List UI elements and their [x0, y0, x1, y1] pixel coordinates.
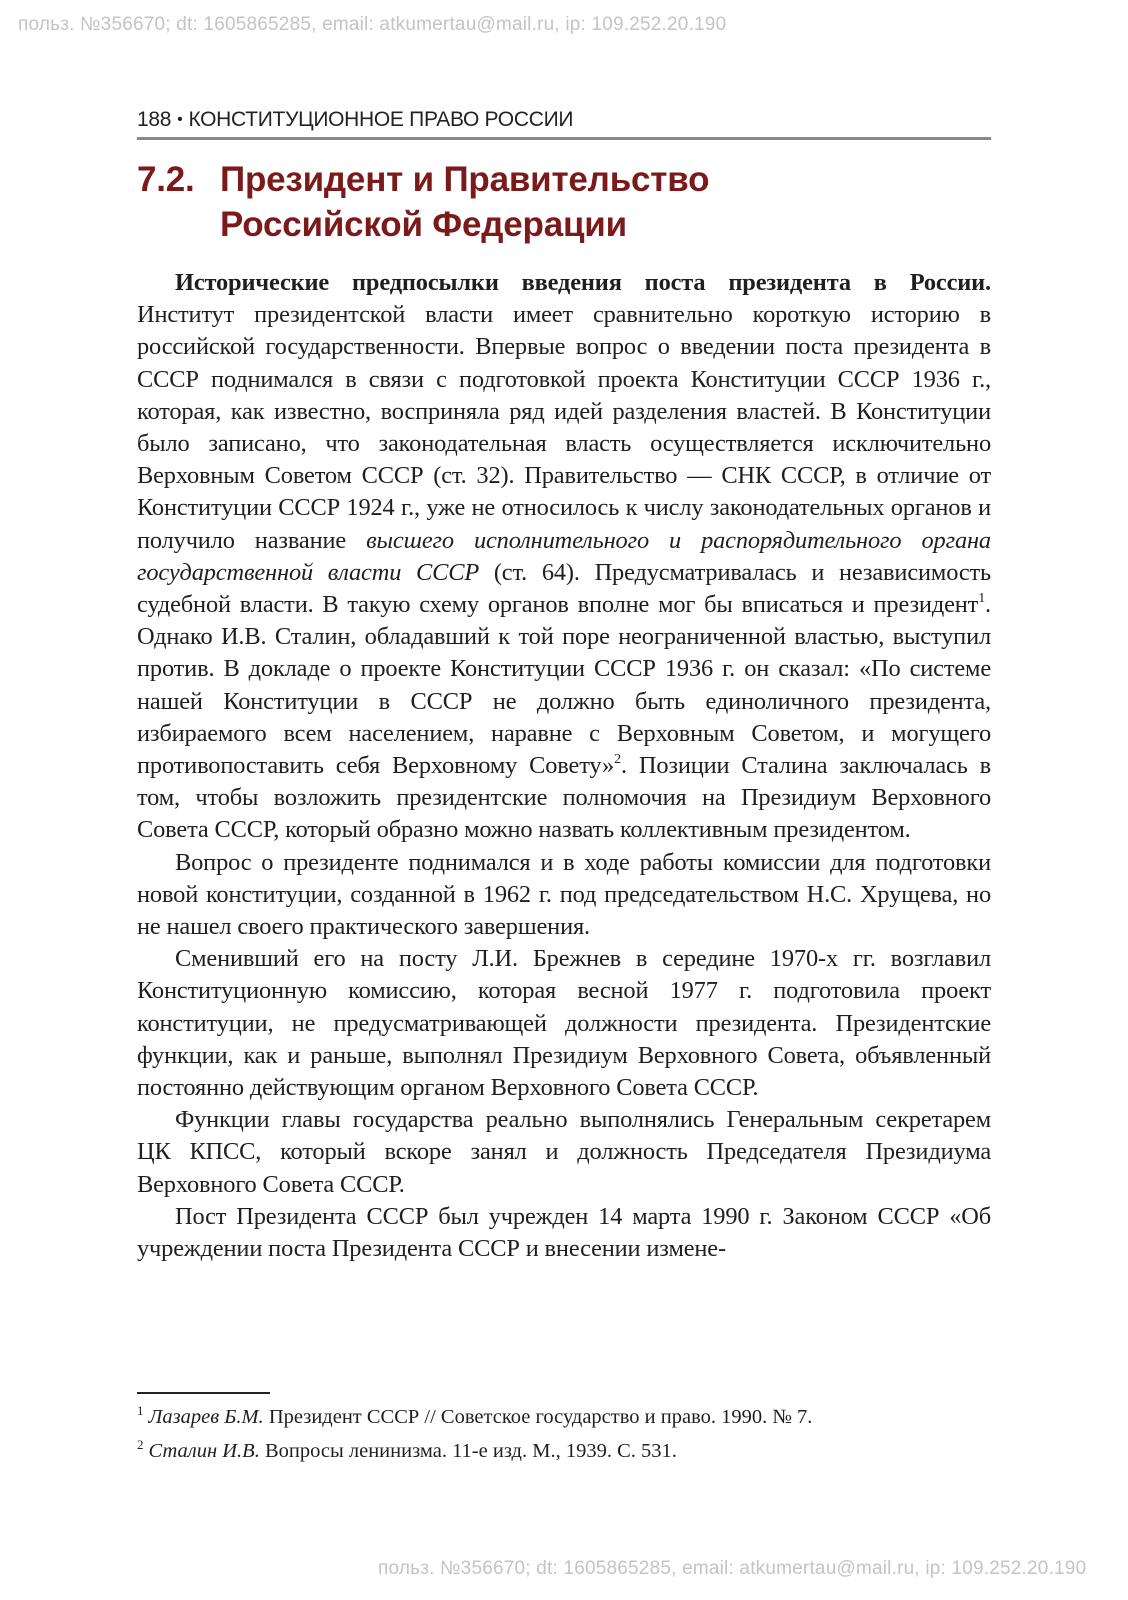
watermark-top: польз. №356670; dt: 1605865285, email: atkumertau@mail.ru, ip: 109.252.20.190 — [18, 14, 727, 35]
footnote-ref-1: 1 — [978, 591, 986, 607]
paragraph-2: Вопрос о президенте поднимался и в ходе работы комиссии для подготовки новой конституции, созданной в 1962 г. под председательством Н.С. Хрущева, но не нашел своего практического завершения. — [137, 848, 991, 941]
footnote-rule — [137, 1392, 270, 1394]
footnote-text: Президент СССР // Советское государство и право. 1990. № 7. — [263, 1406, 813, 1428]
section-title — [137, 157, 991, 247]
book-title: КОНСТИТУЦИОННОЕ ПРАВО РОССИИ — [188, 108, 574, 131]
body-text — [137, 267, 991, 1265]
footnote-1 — [137, 1397, 991, 1431]
footnote-mark: 1 — [137, 1403, 144, 1418]
footnotes — [137, 1397, 991, 1465]
paragraph-1-part-3: . Однако И.В. Сталин, обладавший к той поре неограниченной властью, выступил против. В докладе о проекте Конституции СССР 1936 г. он сказал: «По системе нашей Конституции в СССР не должно быть единоличного президента, избираемого всем населением, наравне с Верховным Советом, и могущего противопоставить себя Верховному Совету» — [137, 591, 991, 780]
paragraph-3: Сменивший его на посту Л.И. Брежнев в середине 1970-х гг. возглавил Конституционную комиссию, которая весной 1977 г. подготовила проект конституции, не предусматривающей должности президента. Президентские функции, как и раньше, выполнял Президиум Верховного Совета, объявленный постоянно действующим органом Верховного Совета СССР. — [137, 945, 991, 1102]
header-rule — [137, 137, 991, 140]
paragraph-lead: Исторические предпосылки введения поста президента в России. — [175, 269, 991, 296]
paragraph-1-part-2: (ст. 64). Предусматривалась и независимость судебной власти. В такую схему органов вполне мог бы вписаться и президент — [137, 558, 992, 619]
footnote-mark: 2 — [137, 1437, 144, 1452]
paragraph-1-part-4: . Позиции Сталина заключалась в том, чтобы возложить президентские полномочия на Президиум Верховного Совета СССР, который образно можно назвать коллективным президентом. — [137, 752, 991, 844]
section-title-line2: Российской Федерации — [220, 205, 627, 244]
paragraph-5: Пост Президента СССР был учрежден 14 марта 1990 г. Законом СССР «Об учреждении поста Президента СССР и внесении измене- — [137, 1202, 991, 1263]
paragraph-4: Функции главы государства реально выполнялись Генеральным секретарем ЦК КПСС, который вскоре занял и должность Председателя Президиума Верховного Совета СССР. — [137, 1106, 991, 1198]
footnote-text: Вопросы ленинизма. 11-е изд. М., 1939. С. 531. — [259, 1440, 677, 1462]
paragraph-1-part-1: Институт президентской власти имеет сравнительно короткую историю в российской государственности. Впервые вопрос о введении поста президента в СССР поднимался в связи с подготовкой проекта Конституции СССР 1936 г., которая, как известно, восприняла ряд идей разделения властей. В Конституции было записано, что законодательная власть осуществляется исключительно Верховным Советом СССР (ст. 32). Правительство — СНК СССР, в отличие от Конституции СССР 1924 г., уже не относилось к числу законодательных органов и получило название — [137, 301, 991, 554]
paragraph-1 — [137, 267, 991, 847]
watermark-bottom: польз. №356670; dt: 1605865285, email: atkumertau@mail.ru, ip: 109.252.20.190 — [378, 1558, 1087, 1579]
footnote-author: Сталин И.В. — [148, 1440, 260, 1462]
section-number: 7.2. — [137, 160, 195, 199]
footnote-2 — [137, 1431, 991, 1465]
running-header — [137, 108, 991, 132]
header-separator: • — [177, 111, 183, 128]
emphasis-term: высшего исполнительного и распорядительного органа государственной власти СССР — [137, 526, 991, 586]
footnote-ref-2: 2 — [614, 752, 621, 768]
section-title-line1: Президент и Правительство — [220, 160, 710, 199]
page-number: 188 — [137, 108, 172, 131]
footnote-author: Лазарев Б.М. — [148, 1406, 264, 1428]
